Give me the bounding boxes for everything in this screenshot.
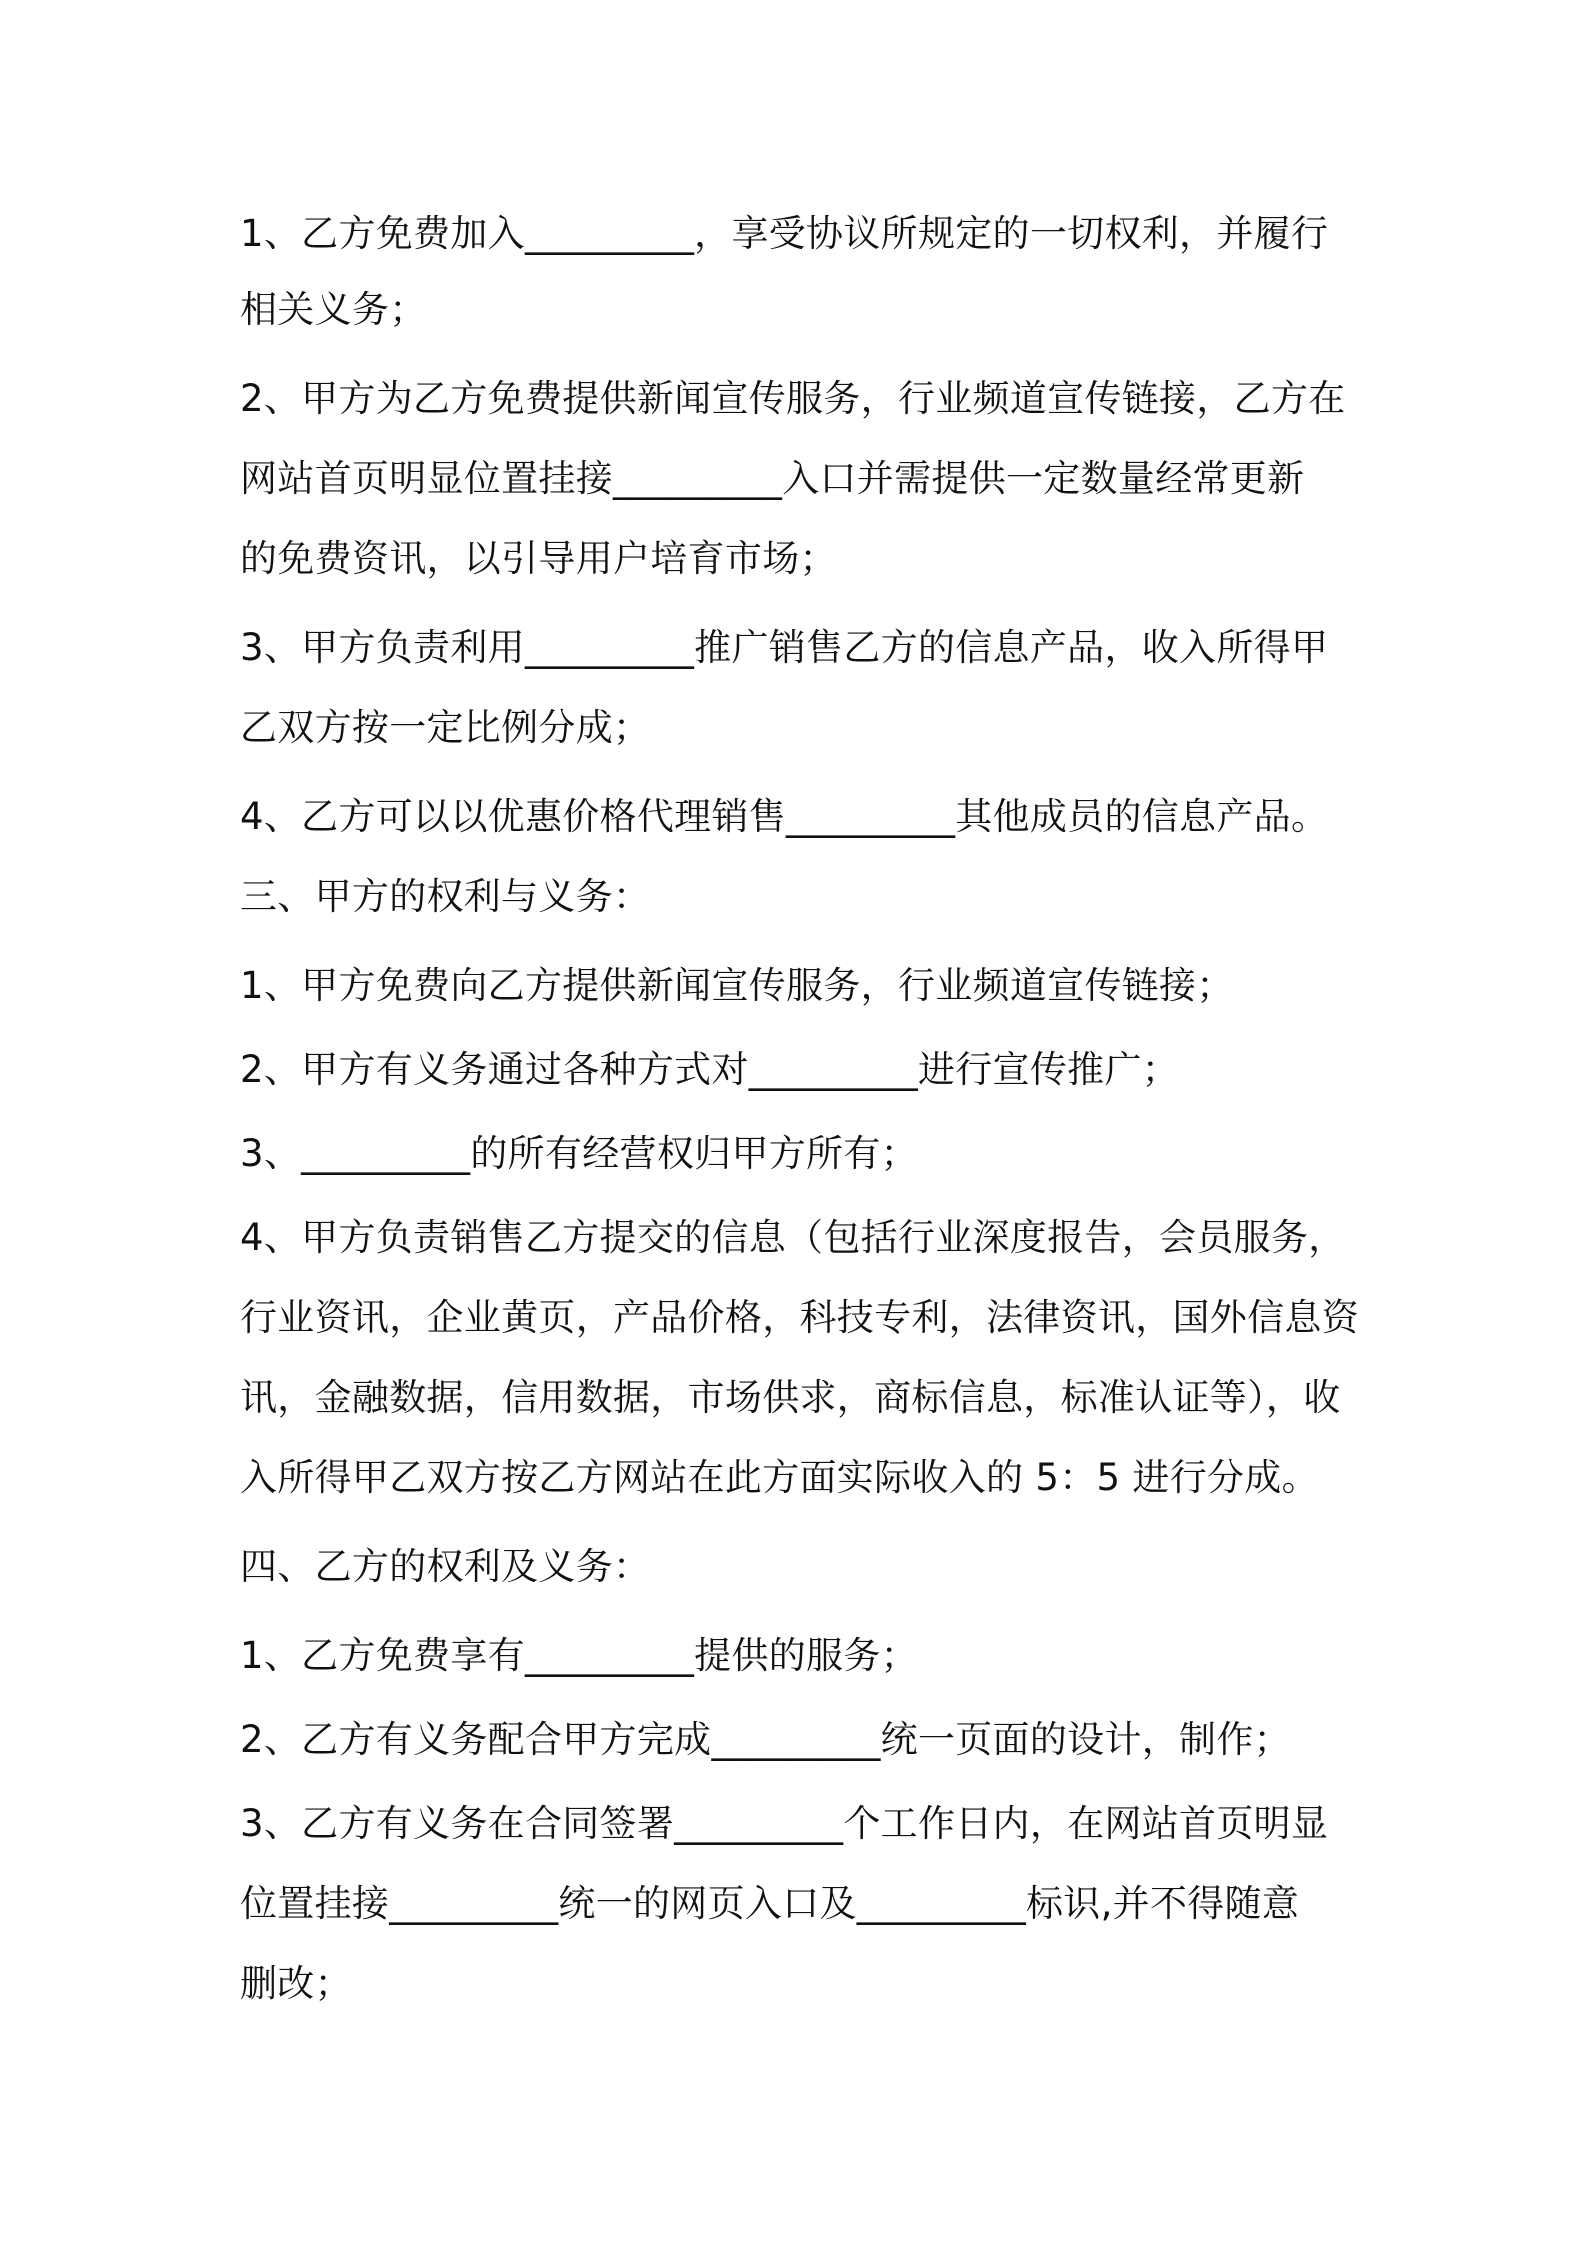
text-line: 网站首页明显位置挂接_________入口并需提供一定数量经常更新 <box>240 457 1305 500</box>
section-heading: 四、乙方的权利及义务： <box>240 1545 651 1588</box>
text-line: 相关义务； <box>240 288 427 331</box>
section-heading: 三、甲方的权利与义务： <box>240 875 651 918</box>
text-line: 删改； <box>240 1962 352 2005</box>
text-line: 3、_________的所有经营权归甲方所有； <box>240 1132 918 1175</box>
text-line: 1、乙方免费加入_________，享受协议所规定的一切权利，并履行 <box>240 212 1329 255</box>
text-line: 4、甲方负责销售乙方提交的信息（包括行业深度报告，会员服务， <box>240 1216 1346 1259</box>
text-line: 位置挂接_________统一的网页入口及_________标识,并不得随意 <box>240 1882 1300 1925</box>
text-line: 乙双方按一定比例分成； <box>240 706 651 749</box>
text-line: 2、甲方为乙方免费提供新闻宣传服务，行业频道宣传链接，乙方在 <box>240 377 1346 420</box>
text-line: 2、乙方有义务配合甲方完成_________统一页面的设计，制作； <box>240 1718 1291 1761</box>
text-line: 行业资讯，企业黄页，产品价格，科技专利，法律资讯，国外信息资 <box>240 1296 1359 1339</box>
text-line: 3、甲方负责利用_________推广销售乙方的信息产品，收入所得甲 <box>240 626 1329 669</box>
text-line: 2、甲方有义务通过各种方式对_________进行宣传推广； <box>240 1048 1180 1091</box>
text-line: 1、乙方免费享有_________提供的服务； <box>240 1634 918 1677</box>
text-line: 讯，金融数据，信用数据，市场供求，商标信息，标准认证等），收 <box>240 1376 1341 1419</box>
text-line: 4、乙方可以以优惠价格代理销售_________其他成员的信息产品。 <box>240 795 1329 838</box>
text-line: 1、甲方免费向乙方提供新闻宣传服务，行业频道宣传链接； <box>240 964 1234 1007</box>
text-line: 入所得甲乙双方按乙方网站在此方面实际收入的 5：5 进行分成。 <box>240 1456 1319 1499</box>
text-line: 的免费资讯，以引导用户培育市场； <box>240 537 837 580</box>
text-line: 3、乙方有义务在合同签署_________个工作日内，在网站首页明显 <box>240 1802 1329 1845</box>
